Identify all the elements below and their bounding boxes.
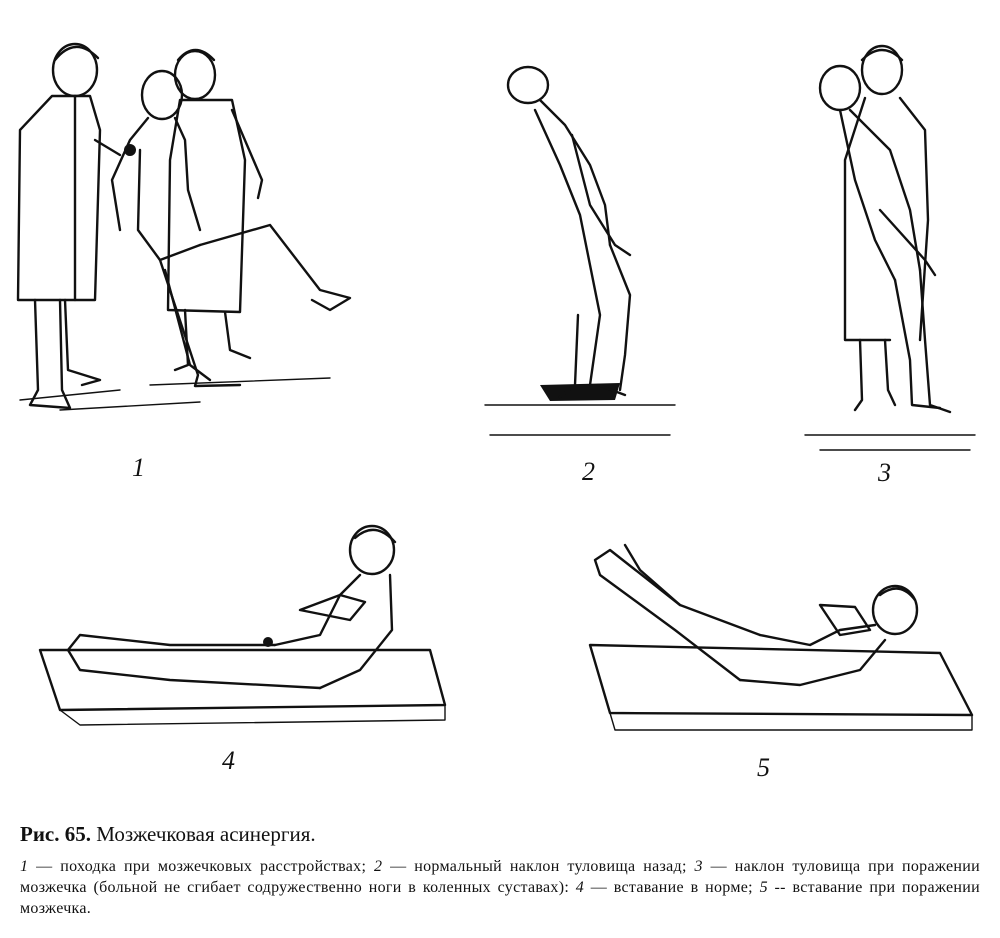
legend-text: — нормальный наклон туловища назад; — [382, 858, 695, 875]
figure-caption — [20, 820, 980, 919]
illustration-panel-1 — [0, 30, 380, 482]
legend-num: 5 — [759, 879, 768, 896]
illustration-panel-4 — [20, 520, 460, 800]
legend-num: 2 — [374, 858, 383, 875]
panel-number: 2 — [582, 457, 595, 486]
pathological-sit-up-illustration — [570, 535, 980, 805]
illustration-panel-5 — [570, 535, 980, 805]
panel-number: 4 — [222, 746, 235, 775]
caption-legend — [20, 856, 980, 919]
gait-illustration — [0, 30, 380, 420]
normal-sit-up-illustration — [20, 520, 460, 800]
legend-text: — наклон туловища при поражении мозжечка (больной не сгибает содружественно ноги в коленных суставах): — [20, 858, 980, 896]
legend-text: — вставание в норме; — [584, 879, 760, 896]
illustration-panel-2 — [480, 55, 680, 486]
normal-lean-illustration — [480, 55, 680, 455]
legend-num: 4 — [575, 879, 585, 896]
illustration-panel-3 — [800, 40, 980, 487]
legend-text: — походка при мозжечковых расстройствах; — [28, 858, 375, 875]
caption-prefix: Рис. 65. — [20, 822, 91, 846]
panel-number: 1 — [132, 453, 145, 482]
legend-text: -- вставание при поражении мозжечка. — [20, 879, 981, 917]
caption-title-text: Мозжечковая асинергия. — [96, 822, 316, 846]
legend-num: 3 — [694, 858, 703, 875]
panel-number: 3 — [878, 458, 891, 487]
pathological-lean-illustration — [800, 40, 980, 460]
panel-number: 5 — [757, 753, 770, 782]
legend-num: 1 — [20, 858, 29, 875]
caption-title — [20, 820, 980, 848]
